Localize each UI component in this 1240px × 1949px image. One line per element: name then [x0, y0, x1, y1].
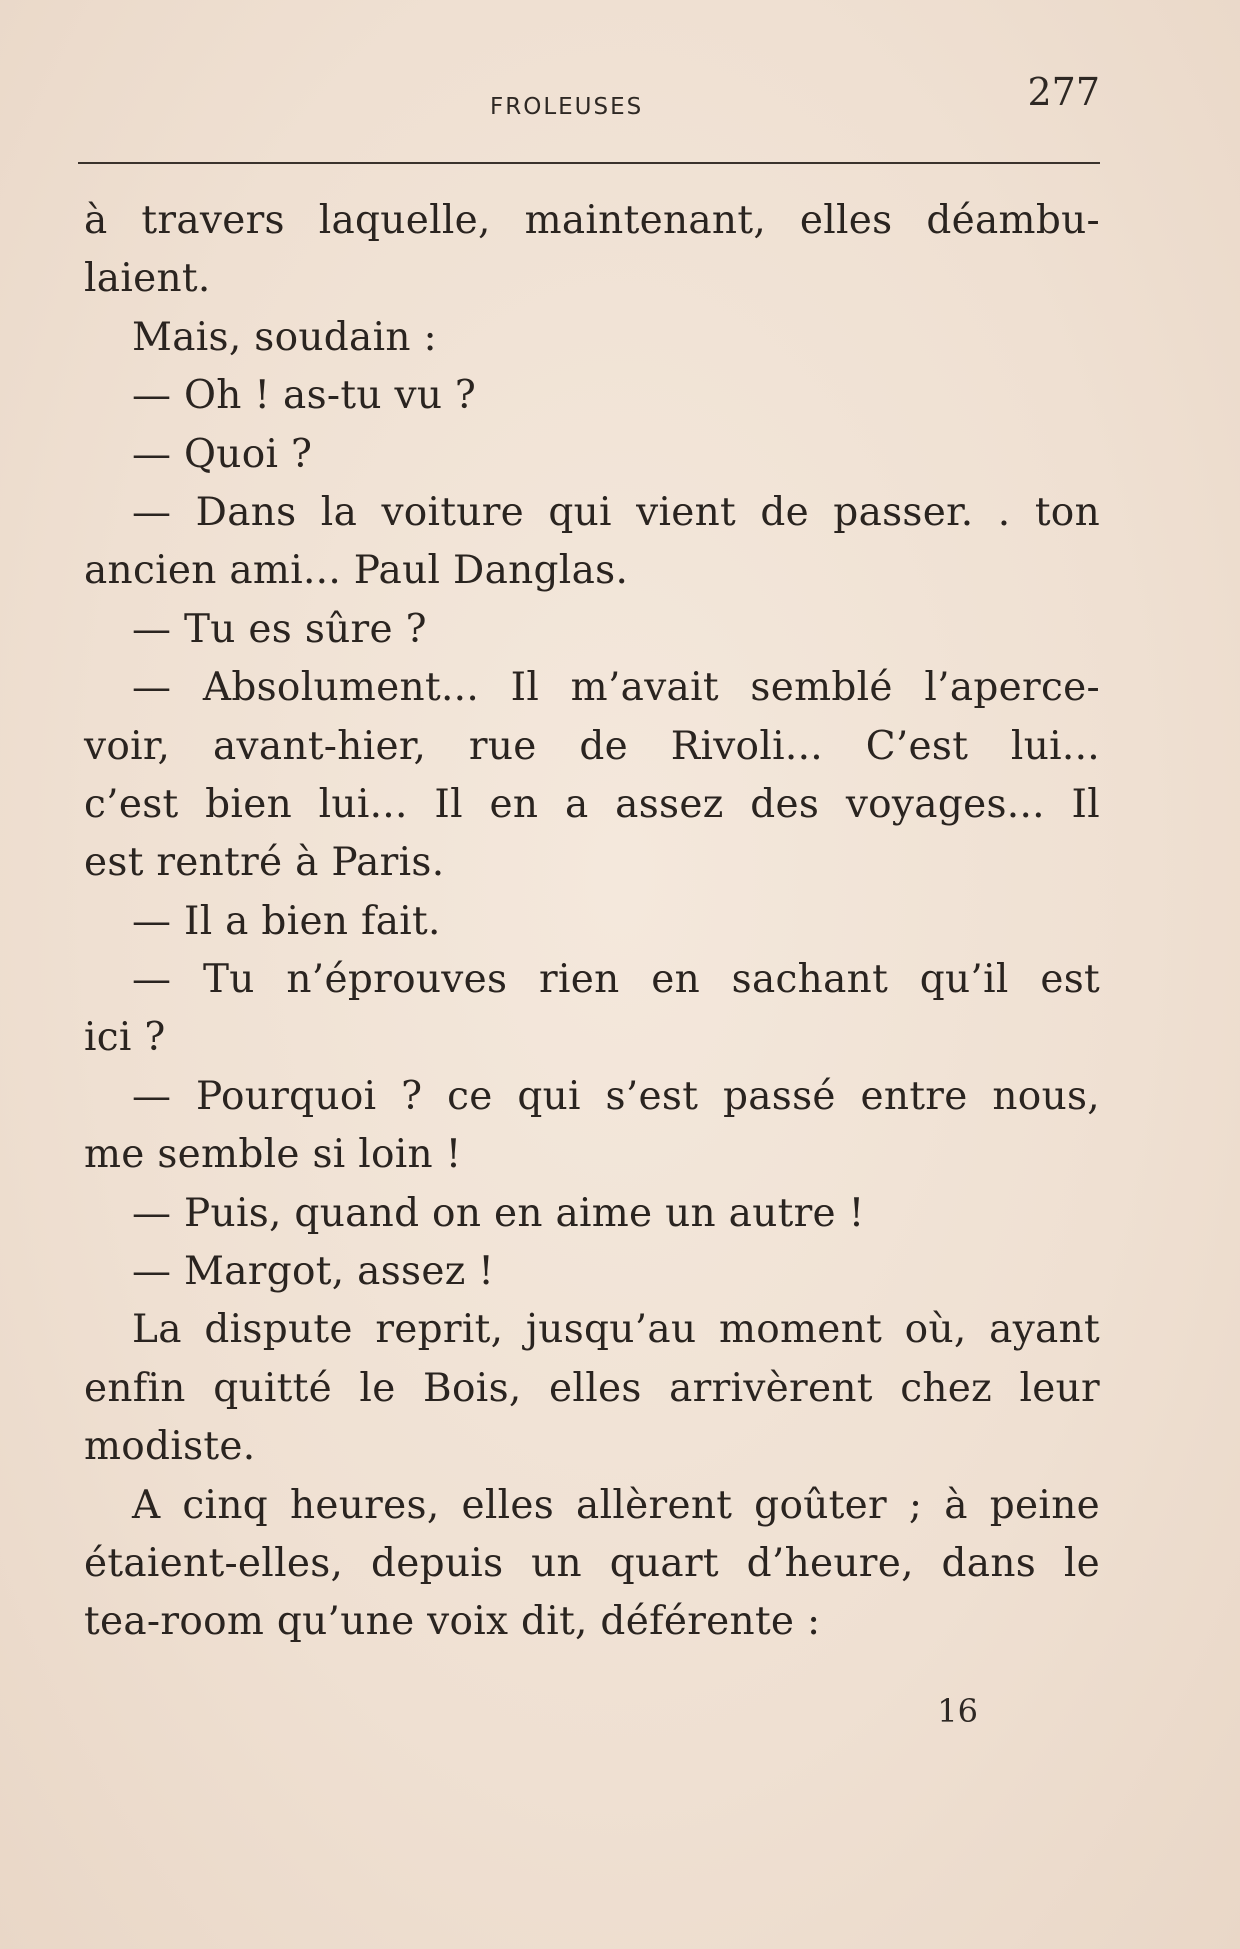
text-line: — Pourquoi ? ce qui s’est passé entre nous,	[132, 1073, 1100, 1119]
text-line: — Il a bien fait.	[132, 898, 441, 944]
text-line: ancien ami... Paul Danglas.	[84, 548, 629, 594]
text-line: modiste.	[84, 1424, 256, 1470]
text-line: — Absolument... Il m’avait semblé l’aperce-	[132, 665, 1100, 711]
text-line: — Puis, quand on en aime un autre !	[132, 1190, 865, 1236]
text-line: est rentré à Paris.	[84, 840, 445, 886]
text-line: ici ?	[84, 1015, 166, 1061]
text-line: laient.	[84, 256, 211, 302]
signature-mark: 16	[937, 1692, 978, 1730]
text-line: — Quoi ?	[132, 431, 313, 477]
text-line: — Dans la voiture qui vient de passer. . ton	[132, 489, 1100, 535]
text-line: tea-room qu’une voix dit, déférente :	[84, 1599, 821, 1645]
text-line: — Tu n’éprouves rien en sachant qu’il est	[132, 957, 1100, 1003]
header-rule	[78, 162, 1100, 164]
text-line: — Tu es sûre ?	[132, 606, 427, 652]
text-line: étaient-elles, depuis un quart d’heure, dans le	[84, 1540, 1100, 1586]
text-line: me semble si loin !	[84, 1132, 462, 1178]
page-number: 277	[1027, 70, 1100, 114]
text-line: — Margot, assez !	[132, 1249, 495, 1295]
text-line: voir, avant-hier, rue de Rivoli... C’est lui...	[84, 723, 1100, 769]
text-line: A cinq heures, elles allèrent goûter ; à peine	[132, 1482, 1100, 1528]
text-line: c’est bien lui... Il en a assez des voyages... Il	[84, 781, 1100, 827]
text-line: La dispute reprit, jusqu’au moment où, ayant	[132, 1307, 1100, 1353]
text-line: Mais, soudain :	[132, 314, 437, 360]
text-line: enfin quitté le Bois, elles arrivèrent chez leur	[84, 1365, 1100, 1411]
text-line: à travers laquelle, maintenant, elles déambu-	[84, 198, 1100, 243]
running-title: FROLEUSES	[490, 94, 644, 120]
body-text	[84, 192, 1100, 1652]
text-line: — Oh ! as-tu vu ?	[132, 373, 477, 419]
